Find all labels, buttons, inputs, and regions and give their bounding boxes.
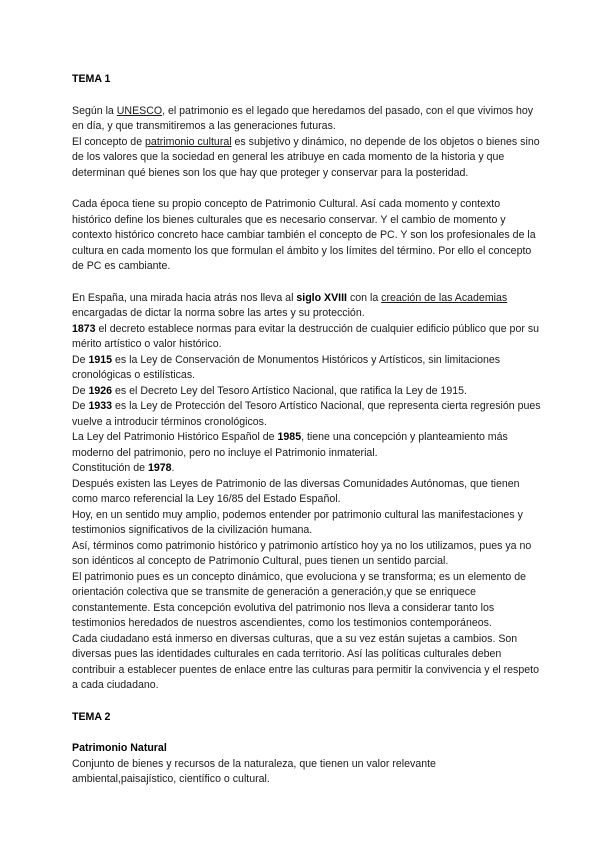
text: encargadas de dictar la norma sobre las artes y su protección.	[72, 307, 365, 319]
year-1926: 1926	[88, 384, 113, 397]
item-1926	[72, 384, 542, 400]
tema1-paragraph-concepto	[72, 135, 542, 182]
unesco-link[interactable]: UNESCO	[116, 104, 163, 117]
text: es el Decreto Ley del Tesoro Artístico Nacional, que ratifica la Ley de 1915.	[112, 384, 467, 397]
item-1873	[72, 322, 542, 353]
year-1985: 1985	[277, 431, 302, 443]
paragraph-hoy: Hoy, en un sentido muy amplio, podemos entender por patrimonio cultural las manifestaciones y testimonios significativos de la civilización humana.	[72, 508, 523, 536]
patrimonio-natural-subheading: Patrimonio Natural	[72, 742, 167, 754]
paragraph-ciudadano: Cada ciudadano está inmerso en diversas culturas, que a su vez están sujetas a cambios. Son diversas pues las identidades culturales en cada territorio. Así las políticas culturales deben contribuir a establecer puentes de enlace entre las culturas para permitir la convivencia y el respeto a cada ciudadano.	[72, 632, 539, 691]
text: con la	[347, 291, 382, 304]
text: El concepto de	[72, 135, 146, 148]
academias-link[interactable]: creación de las Academias	[381, 291, 508, 304]
text: La Ley del Patrimonio Histórico Español de	[72, 431, 278, 443]
year-1873: 1873	[72, 322, 96, 335]
paragraph-terminos: Así, términos como patrimonio histórico y patrimonio artístico hoy ya no los utilizamos, pues ya no son idénticos al concepto de Patrimonio Cultural, pues tienen un sentido parcial.	[72, 539, 532, 567]
text: De	[72, 400, 89, 412]
patrimonio-cultural-link[interactable]: patrimonio cultural	[145, 135, 232, 148]
tema2-heading: TEMA 2	[72, 710, 111, 723]
tema1-paragraph-espana	[72, 291, 542, 322]
item-1985	[72, 430, 542, 461]
tema1-heading: TEMA 1	[72, 73, 111, 85]
text: , tiene una concepción y planteamiento más moderno del patrimonio, pero no incluye el Patrimonio inmaterial.	[72, 431, 508, 459]
text: es subjetivo y dinámico, no depende de los objetos o bienes sino de los valores que la sociedad en general les atribuye en cada momento de la historia y que determinan qué bienes son los que hay que proteger y conservar para la posteridad.	[72, 135, 540, 179]
siglo-xviii: siglo XVIII	[296, 291, 348, 304]
text: Constitución de	[72, 462, 148, 474]
tema1-paragraph-epoca: Cada época tiene su propio concepto de Patrimonio Cultural. Así cada momento y contexto histórico define los bienes culturales que es necesario conservar. Y el cambio de momento y contexto histórico concreto hace cambiar también el concepto de PC. Y son los profesionales de la cultura en cada momento los que formulan el ámbito y los límites del término. Por ello el concepto de PC es cambiante.	[72, 198, 536, 272]
text: .	[171, 462, 175, 474]
year-1933: 1933	[88, 400, 113, 412]
text: Según la	[72, 104, 117, 117]
text: De	[72, 353, 89, 366]
document-page	[72, 72, 542, 788]
year-1915: 1915	[88, 353, 113, 366]
item-1933	[72, 399, 542, 430]
text: , el patrimonio es el legado que heredamos del pasado, con el que vivimos hoy en día, y que transmitiremos a las generaciones futuras.	[72, 104, 534, 132]
item-1915	[72, 353, 542, 384]
text: En España, una mirada hacia atrás nos lleva al	[72, 291, 297, 304]
text: es la Ley de Protección del Tesoro Artístico Nacional, que representa cierta regresión pues vuelve a introducir términos cronológicos.	[72, 400, 541, 428]
year-1978: 1978	[147, 462, 172, 474]
paragraph-comunidades: Después existen las Leyes de Patrimonio de las diversas Comunidades Autónomas, que tienen como marco referencial la Ley 16/85 del Estado Español.	[72, 477, 520, 505]
tema1-paragraph-unesco	[72, 104, 542, 135]
tema2-paragraph: Conjunto de bienes y recursos de la naturaleza, que tienen un valor relevante ambiental,paisajístico, científico o cultural.	[72, 757, 436, 785]
text: De	[72, 384, 89, 397]
text: es la Ley de Conservación de Monumentos Históricos y Artísticos, sin limitaciones cronológicas o estilísticas.	[72, 353, 501, 381]
paragraph-dinamico: El patrimonio pues es un concepto dinámico, que evoluciona y se transforma; es un elemento de orientación colectiva que se transmite de generación a generación,y que se enriquece constantemente. Esta concepción evolutiva del patrimonio nos lleva a considerar tanto los testimonios heredados de nuestros ascendientes, como los testimonios contemporáneos.	[72, 570, 527, 629]
text: el decreto establece normas para evitar la destrucción de cualquier edificio público que por su mérito artístico o valor histórico.	[72, 322, 540, 350]
item-1978	[72, 461, 542, 477]
